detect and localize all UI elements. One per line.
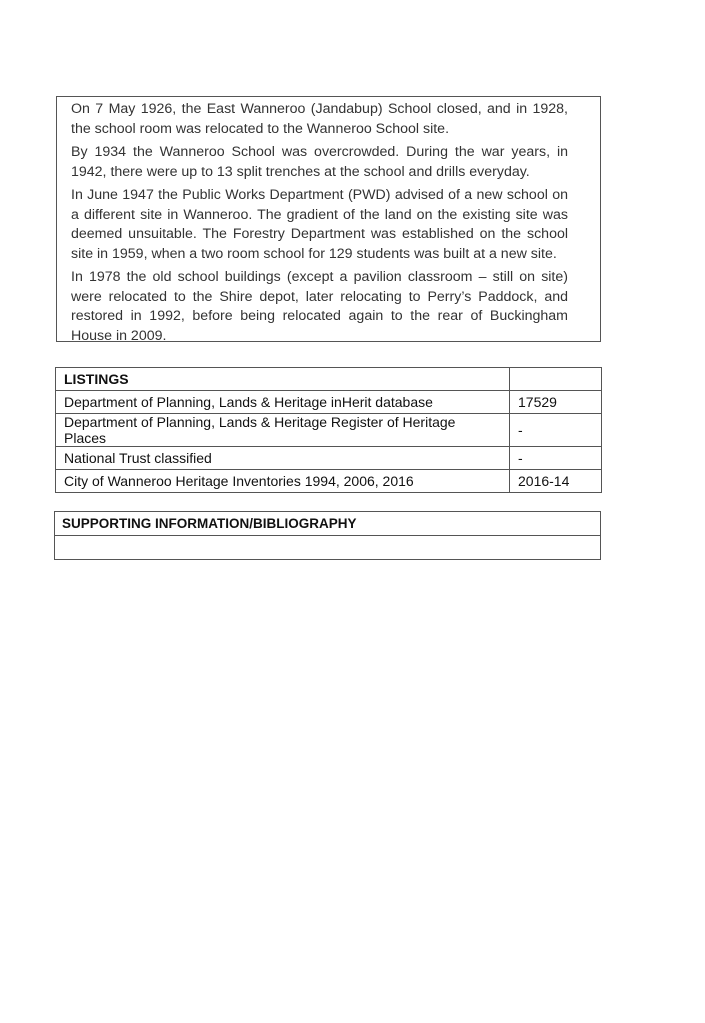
listing-label: Department of Planning, Lands & Heritage inHerit database (56, 391, 510, 414)
listings-table (55, 367, 602, 493)
history-paragraph: In 1978 the old school buildings (except a pavilion classroom – still on site) were relocated to the Shire depot, later relocating to Perry’s Paddock, and restored in 1992, before being relocated again to the rear of Buckingham House in 2009. (71, 269, 568, 344)
listings-header-value (510, 368, 602, 391)
supporting-content (55, 536, 601, 560)
listing-value: 17529 (510, 391, 602, 414)
listing-label: City of Wanneroo Heritage Inventories 1994, 2006, 2016 (56, 470, 510, 493)
history-paragraph: In June 1947 the Public Works Department (PWD) advised of a new school on a different site in Wanneroo. The gradient of the land on the existing site was deemed unsuitable. The Forestry Department was established on the school site in 1959, when a two room school for 129 students was built at a new site. (71, 187, 568, 262)
table-row (56, 470, 602, 493)
listing-value: - (510, 414, 602, 447)
listings-header: LISTINGS (56, 368, 510, 391)
listing-value: - (510, 447, 602, 470)
listing-label: Department of Planning, Lands & Heritage Register of Heritage Places (56, 414, 510, 447)
supporting-header: SUPPORTING INFORMATION/BIBLIOGRAPHY (55, 512, 601, 536)
table-row (56, 414, 602, 447)
history-paragraph: By 1934 the Wanneroo School was overcrowded. During the war years, in 1942, there were up to 13 split trenches at the school and drills everyday. (71, 144, 568, 180)
history-paragraph: On 7 May 1926, the East Wanneroo (Jandabup) School closed, and in 1928, the school room was relocated to the Wanneroo School site. (71, 101, 568, 137)
listings-header-row (56, 368, 602, 391)
history-text-box (56, 96, 601, 342)
listing-label: National Trust classified (56, 447, 510, 470)
supporting-info-table (54, 511, 601, 560)
table-row (56, 391, 602, 414)
supporting-header-row (55, 512, 601, 536)
table-row (56, 447, 602, 470)
supporting-content-row (55, 536, 601, 560)
listing-value: 2016-14 (510, 470, 602, 493)
